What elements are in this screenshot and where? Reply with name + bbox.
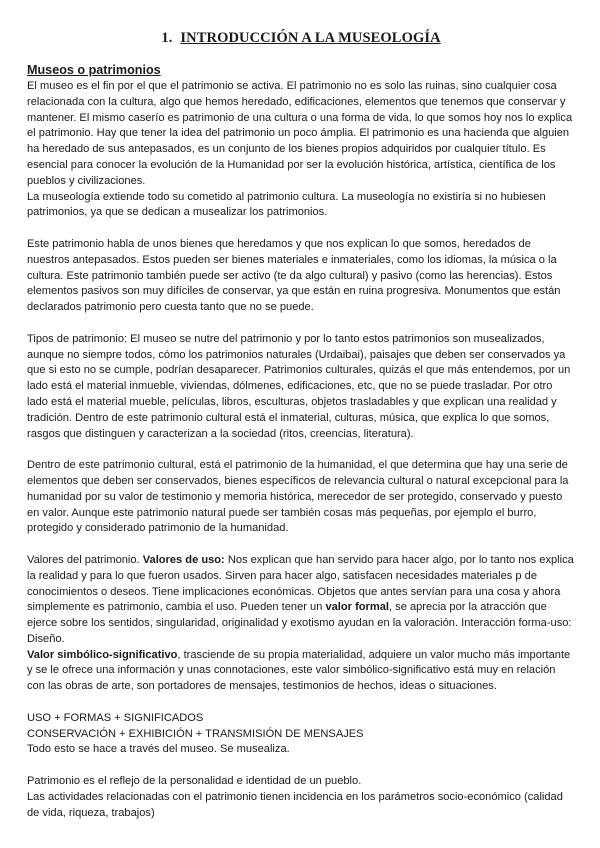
paragraph-reflejo-identidad: Patrimonio es el reflejo de la personalidad e identidad de un pueblo. (27, 775, 362, 788)
valores-uso-text: Nos explican que han servido para hacer algo, por lo tanto nos explica la realidad y para lo que fueron usados. Sirven para hacer algo, satisfacen necesidades materiales p de conocimientos o deseos. Tiene implicaciones económicas. Objetos que antes servían para una cosa y ahora simplemente es patrimonio, cambia el uso. Pueden tener un (27, 553, 574, 614)
document-body (27, 62, 575, 821)
formula-line-3: Todo esto se hace a través del museo. Se musealiza. (27, 743, 290, 756)
spacer (27, 537, 575, 553)
valores-lead: Valores del patrimonio. (27, 553, 143, 566)
spacer (27, 695, 575, 711)
valor-formal-bold: valor formal (325, 601, 389, 614)
paragraph-valores-patrimonio (27, 553, 575, 648)
paragraph-patrimonio-humanidad: Dentro de este patrimonio cultural, está el patrimonio de la humanidad, el que determina que hay una serie de elementos que deben ser conservados, bienes específicos de relevancia cultural o natural excepcional para la humanidad por su valor de testimonio y memoria histórica, merecedor de ser protegido, conservado y puesto en valor. Aunque este patrimonio natural puede ser también cosas más pequeñas, por ejemplo el burro, protegido y considerado patrimonio de la humanidad. (27, 459, 569, 535)
paragraph-actividades-patrimonio: Las actividades relacionadas con el patrimonio tienen incidencia en los parámetros socio-económico (calidad de vida, riqueza, trabajos) (27, 790, 563, 819)
spacer (27, 442, 575, 458)
paragraph-bienes-heredados: Este patrimonio habla de unos bienes que heredamos y que nos explican lo que somos, heredados de nuestros antepasados. Estos pueden ser bienes materiales e inmateriales, como los idiomas, la música o la cultura. Este patrimonio también puede ser activo (te da algo cultural) y pasivo (como las herencias). Estos elementos pasivos son muy difíciles de conservar, ya que están en ruina progresiva. Monumentos que están declarados patrimonio pero cuesta tanto que no se puede. (27, 237, 561, 314)
title-text: INTRODUCCIÓN A LA MUSEOLOGÍA (180, 30, 441, 46)
page-title (27, 30, 575, 47)
formula-line-2: CONSERVACIÓN + EXHIBICIÓN + TRANSMISIÓN DE MENSAJES (27, 727, 364, 740)
valores-uso-bold: Valores de uso: (142, 553, 225, 566)
title-number: 1. (161, 30, 173, 46)
valor-simbolico-bold: Valor simbólico-significativo (27, 648, 178, 661)
formula-line-1: USO + FORMAS + SIGNIFICADOS (27, 711, 204, 724)
valor-simbolico-text: , trasciende de su propia materialidad, adquiere un valor mucho más importante y se le ofrece una información y unas connotaciones, este valor simbólico-significativo está muy en relación con las obras de arte, son portadores de mensajes, testimonios de hechos, ideas o situaciones. (27, 648, 571, 693)
spacer (27, 316, 575, 332)
valor-formal-text: , se aprecia por la atracción que ejerce sobre los sentidos, singularidad, originalidad y exotismo ayudan en la valoración. Interacción forma-uso: Diseño. (27, 601, 572, 645)
paragraph-valor-simbolico (27, 648, 575, 695)
spacer (27, 221, 575, 237)
paragraph-museo-fin: El museo es el fin por el que el patrimonio se activa. El patrimonio no es solo las ruinas, sino cualquier cosa relacionada con la cultura, algo que hemos heredado, edificaciones, elementos que tenemos que conservar y mantener. El mismo caserío es patrimonio de una cultura o una forma de vida, lo que somos hoy nos lo explica el patrimonio. Hay que tener la idea del patrimonio un poco ámplia. El patrimonio es una hacienda que alguien ha heredado de sus antepasados, es un conjunto de los bienes propios adquiridos por cualquier título. Es esencial para conocer la evolución de la Humanidad por ser la evolución histórica, artística, científica de los pueblos y civilizaciones. (27, 80, 573, 187)
paragraph-tipos-patrimonio: Tipos de patrimonio: El museo se nutre del patrimonio y por lo tanto estos patrimonios son musealizados, aunque no siempre todos, cómo los patrimonios naturales (Urdaibai), paisajes que deben ser conservados ya que si esto no se cumple, podrían desaparecer. Patrimonios culturales, quizás el que más entendemos, por un lado está el material inmueble, viviendas, dólmenes, edificaciones, etc, que no se puede trasladar. Por otro lado está el material mueble, películas, libros, esculturas, objetos trasladables y que explican una realidad y tradición. Dentro de este patrimonio cultural está el inmaterial, culturas, música, que explica lo que somos, rasgos que distinguen y caracterizan a la sociedad (ritos, creencias, literatura). (27, 332, 571, 440)
spacer (27, 758, 575, 774)
paragraph-museologia: La museología extiende todo su cometido al patrimonio cultura. La museología no existiría si no hubiesen patrimonios, ya que se dedican a musealizar los patrimonios. (27, 190, 546, 219)
section-heading: Museos o patrimonios (27, 63, 161, 77)
